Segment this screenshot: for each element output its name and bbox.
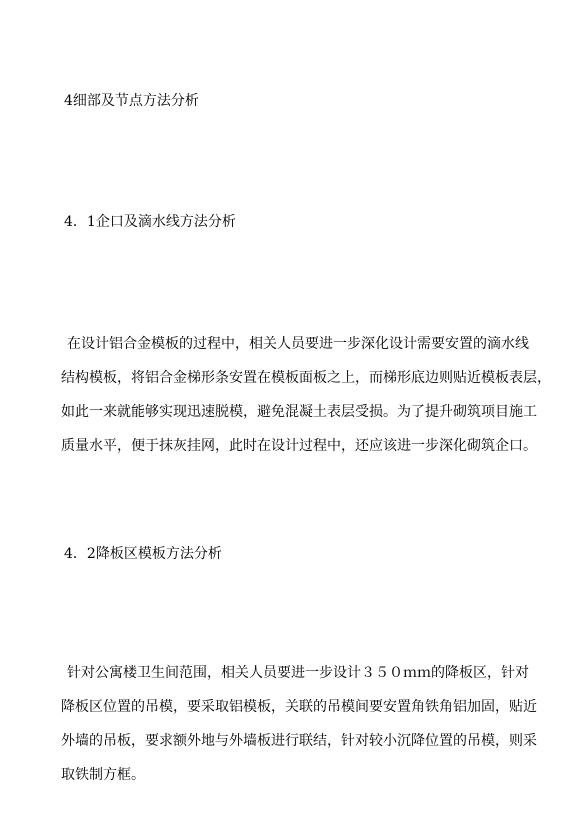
paragraph-line: 质量水平，便于抹灰挂网，此时在设计过程中，还应该进一步深化砌筑企口。 [61, 438, 537, 454]
section-4-2-heading: 4．2降板区模板方法分析 [64, 546, 222, 562]
paragraph-line: 针对公寓楼卫生间范围，相关人员要进一步设计３５０ｍｍ的降板区，针对 [67, 665, 529, 681]
paragraph-line: 如此一来就能够实现迅速脱模，避免混凝土表层受损。为了提升砌筑项目施工 [61, 404, 537, 420]
paragraph-line: 降板区位置的吊模，要采取铝模板，关联的吊模间要安置角铁角铝加固，贴近 [61, 699, 537, 715]
section-4-heading: 4细部及节点方法分析 [64, 93, 199, 109]
paragraph-line: 结构模板，将铝合金梯形条安置在模板面板之上，而梯形底边则贴近模板表层， [61, 370, 551, 386]
paragraph-line: 在设计铝合金模板的过程中，相关人员要进一步深化设计需要安置的滴水线 [67, 336, 529, 352]
section-4-1-paragraph [61, 327, 551, 463]
section-4-2-paragraph [61, 656, 541, 792]
paragraph-line: 外墙的吊板，要求额外地与外墙板进行联结，针对较小沉降位置的吊模，则采 [61, 733, 537, 749]
section-4-1-heading: 4．1企口及滴水线方法分析 [64, 214, 236, 230]
paragraph-line: 取铁制方框。 [61, 767, 145, 783]
